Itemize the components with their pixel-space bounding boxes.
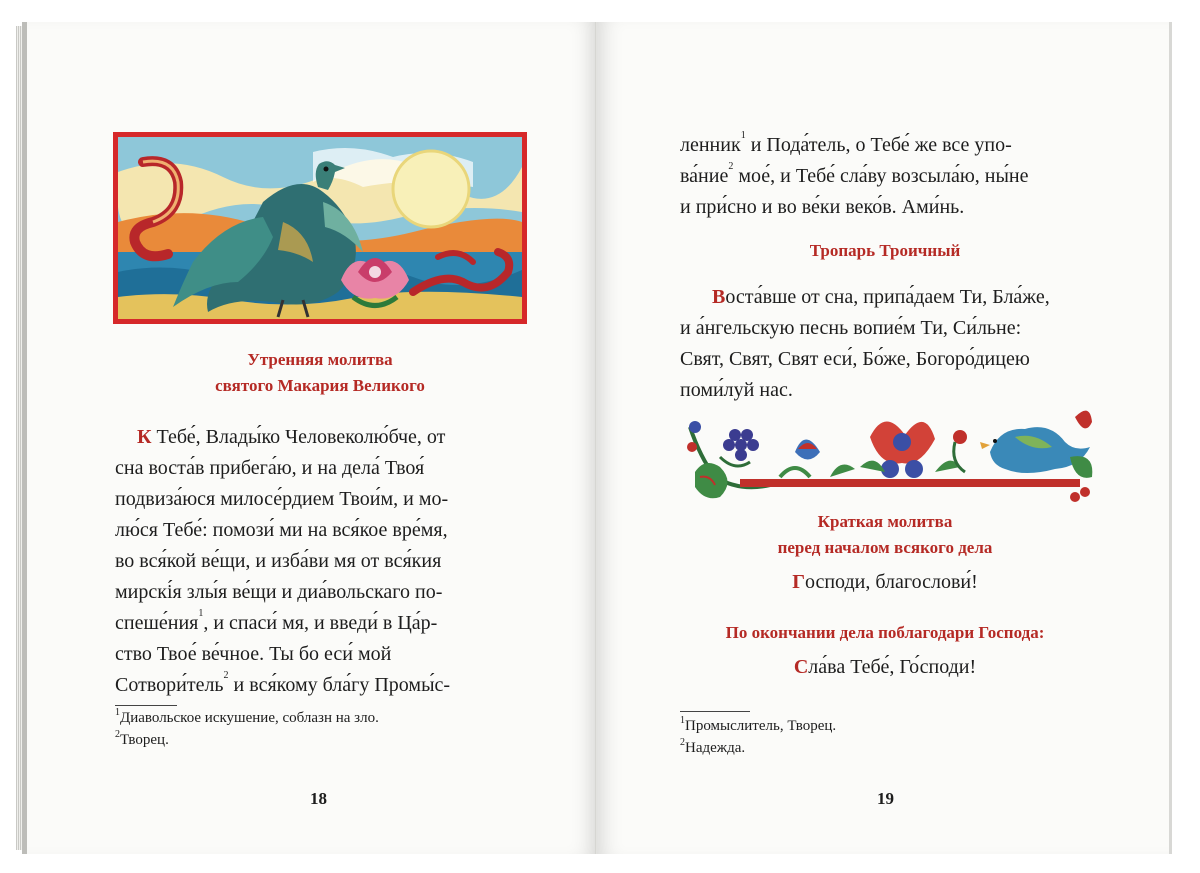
prayer-line-text: и вся́кому бла́гу Промы́с- [228,674,451,696]
thanksgiving-line: ла́ва Тебе́, Го́споди! [808,656,977,678]
open-prayer-book [22,22,1178,854]
footnote-ref-2: 2 [223,670,229,681]
heading-line-2: святого Макария Великого [215,376,425,395]
prayer-line-2: сна воста́в прибега́ю, и на дела́ Твоя́ [115,457,425,479]
footnote-ref-1: 1 [740,130,746,141]
footnote-mark: 2 [680,737,685,748]
left-page [22,22,597,854]
short-prayer-heading-line-2: перед началом всякого дела [777,538,993,557]
left-footnotes [115,707,535,751]
footnote-text: Творец. [120,732,169,748]
floral-border-ornament-icon [680,397,1100,507]
troparion-line-1 [680,282,1090,313]
prayer-line-text: Сотвори́тель [115,674,224,696]
short-prayer-text [680,567,1090,598]
continued-line-3: и при́сно и во ве́ки веко́в. Ами́нь. [680,196,965,218]
troparion-text [680,282,1090,406]
footnote-ref-2: 2 [728,161,734,172]
prayer-line-text: Тебе́, Влады́ко Человеколю́бче, от [151,426,446,448]
footnote-2 [115,729,535,751]
heading-line-1: Утренняя молитва [247,350,393,369]
short-prayer-heading-line-1: Краткая молитва [817,512,953,531]
troparion-heading: Тропарь Троичный [809,241,961,260]
continued-line-text: ва́ние [680,165,729,187]
footnote-text: Надежда. [685,740,746,756]
footnote-mark: 1 [680,715,685,726]
drop-cap: К [137,426,152,448]
prayer-line-8: ство Твое́ ве́чное. Ты бо еси́ мой [115,643,392,665]
continued-line-text: и Пода́тель, о Тебе́ же все упо- [745,134,1012,156]
thanksgiving-text [680,652,1090,683]
prayer-line-9 [115,670,525,701]
prayer-line-7 [115,608,525,639]
troparion-line-text: оста́вше от сна, припа́даем Ти, Бла́же, [725,286,1050,308]
prayer-line-6: мирскі́я злы́я ве́щи и диа́вольскаго по- [115,581,443,603]
drop-cap: В [712,286,726,308]
page-number-left: 18 [310,789,327,808]
morning-prayer-heading [113,347,527,399]
short-prayer-heading [680,509,1090,561]
right-footnotes [680,715,1080,759]
prayer-line-text: , и спаси́ мя, и введи́ в Ца́р- [203,612,438,634]
footnote-ref-1: 1 [198,608,204,619]
footnote-mark: 2 [115,729,120,740]
footnote-divider [680,711,750,712]
troparion-line-3: Свят, Свят, Свят еси́, Бо́же, Богоро́дицею [680,348,1030,370]
continued-line-text: ленник [680,134,741,156]
prayer-line-3: подвиза́юся милосе́рдием Твои́м, и мо- [115,488,449,510]
footnote-text: Диавольское искушение, соблазн на зло. [120,710,379,726]
footnote-2 [680,737,1080,759]
drop-cap: С [793,656,809,678]
continued-line-2 [680,161,1090,192]
prayer-line-5: во вся́кой ве́щи, и изба́ви мя от вся́кия [115,550,442,572]
footnote-mark: 1 [115,707,120,718]
firebird-illustration-icon [113,132,527,324]
prayer-line-text: спеше́ния [115,612,199,634]
prayer-line-4: лю́ся Тебе́: помози́ ми на вся́кое вре́мя, [115,519,448,541]
continued-line-text: мое́, и Тебе́ сла́ву возсыла́ю, ны́не [733,165,1029,187]
drop-cap: Г [792,571,805,593]
page-number-right: 19 [877,789,894,808]
troparion-line-2: и а́нгельскую песнь вопие́м Ти, Си́льне: [680,317,1022,339]
footnote-1 [680,715,1080,737]
continued-line-1 [680,130,1090,161]
morning-prayer-text [115,422,525,701]
troparion-line-4: поми́луй нас. [680,379,793,401]
short-prayer-line: осподи, благослови́! [804,571,978,593]
right-page [597,22,1172,854]
after-work-heading: По окончании дела поблагодари Господа: [725,623,1045,642]
footnote-text: Промыслитель, Творец. [685,718,837,734]
continued-prayer-text [680,130,1090,223]
footnote-1 [115,707,535,729]
footnote-divider [115,705,177,706]
prayer-line-1 [115,422,525,453]
